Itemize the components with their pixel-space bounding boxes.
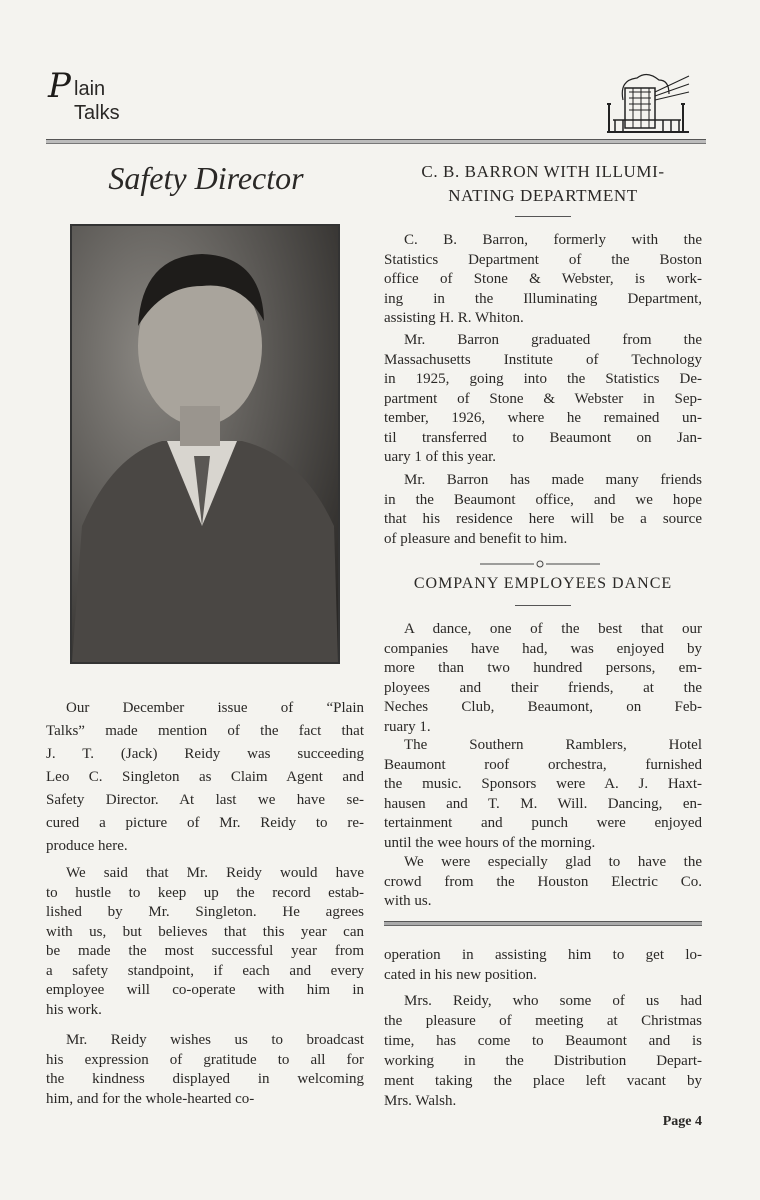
paragraph-line: produce here. xyxy=(46,838,128,854)
paragraph-line: working in the Distribution Depart- xyxy=(384,1053,702,1069)
paragraph-line: ployees and their friends, at the xyxy=(384,679,702,696)
paragraph-line: til transferred to Beaumont on Jan- xyxy=(384,429,702,446)
paragraph-line: Leo C. Singleton as Claim Agent and xyxy=(46,769,364,785)
paragraph-line: Our December issue of “Plain xyxy=(66,700,364,716)
paragraph-line: be made the most successful year from xyxy=(46,943,364,959)
paragraph-line: ment taking the place left vacant by xyxy=(384,1073,702,1089)
paragraph-line: Massachusetts Institute of Technology xyxy=(384,351,702,368)
paragraph-line: Mr. Barron graduated from the xyxy=(404,332,702,348)
portrait-photo-icon xyxy=(72,226,338,662)
paragraph-line: A dance, one of the best that our xyxy=(404,621,702,637)
logo-line-2: Talks xyxy=(74,102,120,124)
heading-company-employees-dance: COMPANY EMPLOYEES DANCE xyxy=(413,575,673,592)
paragraph-line: Talks” made mention of the fact that xyxy=(46,723,364,739)
logo-line-1: lain xyxy=(74,78,106,100)
plain-talks-logo xyxy=(48,66,138,138)
paragraph-line: Mr. Barron has made many friends xyxy=(404,472,702,488)
paragraph-line: tember, 1926, where he remained un- xyxy=(384,410,702,426)
paragraph-line: the music. Sponsors were A. J. Haxt- xyxy=(384,776,702,792)
paragraph-line: in the Beaumont office, and we hope xyxy=(384,491,702,508)
paragraph-line: Mrs. Walsh. xyxy=(384,1093,457,1109)
paragraph-line: uary 1 of this year. xyxy=(384,449,497,465)
paragraph-line: that his residence here will be a source xyxy=(384,511,702,527)
paragraph-line: his work. xyxy=(46,1001,102,1018)
paragraph-line: companies have had, was enjoyed by xyxy=(384,640,702,657)
paragraph-line: Safety Director. At last we have se- xyxy=(46,792,364,808)
paragraph-line: to hustle to keep up the record estab- xyxy=(46,884,364,901)
article-title-safety-director: Safety Director xyxy=(108,160,304,196)
paragraph-line: ing in the Illuminating Department, xyxy=(384,290,702,307)
paragraph-line: C. B. Barron, formerly with the xyxy=(404,232,702,248)
paragraph-line: We were especially glad to have the xyxy=(404,854,702,870)
paragraph-line: lished by Mr. Singleton. He agrees xyxy=(46,904,364,920)
paragraph-line: Neches Club, Beaumont, on Feb- xyxy=(384,699,702,715)
paragraph-line: with us, but believes that this year can xyxy=(46,923,364,940)
paragraph-line: J. T. (Jack) Reidy was succeeding xyxy=(46,746,364,762)
header-rule xyxy=(46,139,706,144)
paragraph-line: the pleasure of meeting at Christmas xyxy=(384,1013,702,1029)
paragraph-line: his expression of gratitude to all for xyxy=(46,1051,364,1068)
short-rule xyxy=(515,605,571,606)
paragraph-line: cated in his new position. xyxy=(384,967,537,983)
paragraph-line: in 1925, going into the Statistics De- xyxy=(384,371,702,387)
paragraph-line: assisting H. R. Whiton. xyxy=(384,310,524,326)
paragraph-line: with us. xyxy=(384,893,432,909)
paragraph-line: a safety standpoint, if each and every xyxy=(46,962,364,979)
divider-ornament-icon xyxy=(480,556,600,570)
paragraph-line: employee will co-operate with him in xyxy=(46,982,364,998)
paragraph-line: tertainment and punch were enjoyed xyxy=(384,815,702,831)
paragraph-line: crowd from the Houston Electric Co. xyxy=(384,873,702,890)
paragraph-line: time, has come to Beaumont and is xyxy=(384,1033,702,1049)
paragraph-line: Mrs. Reidy, who some of us had xyxy=(404,993,702,1009)
paragraph-line: more than two hundred persons, em- xyxy=(384,660,702,676)
short-rule xyxy=(515,216,571,217)
portrait-photo xyxy=(70,224,340,664)
heading-barron-line-1: C. B. BARRON WITH ILLUMI- xyxy=(421,162,665,181)
paragraph-line: until the wee hours of the morning. xyxy=(384,834,596,851)
paragraph-line: Beaumont roof orchestra, furnished xyxy=(384,756,702,773)
paragraph-line: him, and for the whole-hearted co- xyxy=(46,1090,255,1107)
paragraph-line: ruary 1. xyxy=(384,718,431,735)
logo-initial: P xyxy=(48,66,71,106)
logo-line-2-text: alks xyxy=(84,102,120,124)
paragraph-line: partment of Stone & Webster in Sep- xyxy=(384,390,702,407)
paragraph-line: operation in assisting him to get lo- xyxy=(384,947,702,963)
paragraph-line: hausen and T. M. Will. Dancing, en- xyxy=(384,795,702,812)
paragraph-line: We said that Mr. Reidy would have xyxy=(66,865,364,881)
power-plant-logo-icon xyxy=(603,70,693,136)
heading-barron-line-2: NATING DEPARTMENT xyxy=(448,186,638,205)
paragraph-line: office of Stone & Webster, is work- xyxy=(384,271,702,287)
paragraph-line: of pleasure and benefit to him. xyxy=(384,530,568,547)
paragraph-line: Mr. Reidy wishes us to broadcast xyxy=(66,1032,364,1048)
page-number: Page 4 xyxy=(662,1114,702,1129)
paragraph-line: the kindness displayed in welcoming xyxy=(46,1071,364,1087)
paragraph-line: cured a picture of Mr. Reidy to re- xyxy=(46,815,364,831)
section-rule xyxy=(384,921,702,926)
paragraph-line: Statistics Department of the Boston xyxy=(384,251,702,268)
paragraph-line: The Southern Ramblers, Hotel xyxy=(404,737,702,753)
